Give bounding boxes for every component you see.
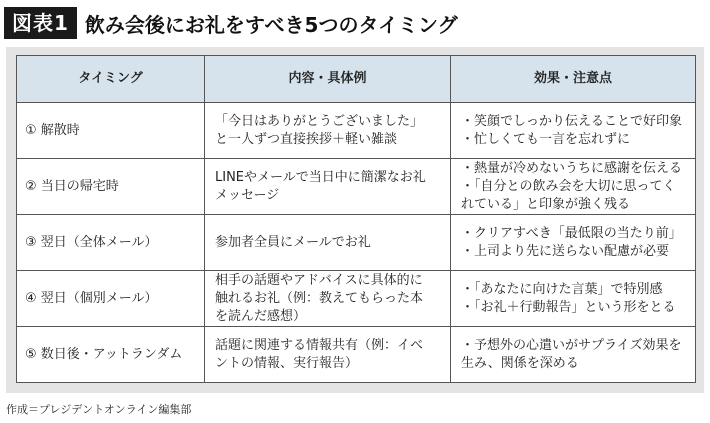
table-row [17, 103, 696, 159]
effect-cell [451, 271, 696, 327]
page-title: 飲み会後にお礼をすべき5つのタイミング [84, 12, 458, 37]
table-row [17, 159, 696, 215]
effect-cell [451, 215, 696, 271]
content-line: 参加者全員にメールでお礼 [215, 234, 371, 250]
content-line: LINEやメールで当日中に簡潔なお礼 [215, 169, 426, 185]
content-cell [205, 159, 451, 215]
timing-cell: ④ 翌日（個別メール） [17, 271, 205, 327]
content-line: 相手の話題やアドバイスに具体的に [215, 272, 423, 288]
content-line: と一人ずつ直接挨拶＋軽い雑談 [215, 131, 398, 147]
content-line: 「今日はありがとうございました」 [215, 113, 424, 129]
title-row [4, 6, 458, 40]
table-frame [6, 47, 704, 393]
content-line: ントの情報、実行報告） [215, 355, 359, 371]
column-header-timing: タイミング [17, 56, 205, 103]
content-cell [205, 215, 451, 271]
effect-cell [451, 327, 696, 383]
content-cell [205, 327, 451, 383]
column-header-effect: 効果・注意点 [451, 56, 696, 103]
content-line: メッセージ [215, 187, 280, 203]
timing-table [16, 55, 696, 383]
timing-cell: ③ 翌日（全体メール） [17, 215, 205, 271]
effect-line: れている」と印象が強く残る [461, 196, 631, 212]
effect-cell [451, 103, 696, 159]
source-credit: 作成＝プレジデントオンライン編集部 [6, 403, 192, 416]
table-row [17, 215, 696, 271]
effect-line: 生み、関係を深める [461, 355, 579, 371]
effect-line: ・予想外の心遣いがサプライズ効果を [461, 337, 682, 353]
content-cell [205, 271, 451, 327]
column-header-content: 内容・具体例 [205, 56, 451, 103]
content-cell [205, 103, 451, 159]
figure-badge: 図表1 [4, 7, 77, 39]
effect-cell [451, 159, 696, 215]
timing-cell: ② 当日の帰宅時 [17, 159, 205, 215]
table-row [17, 271, 696, 327]
effect-line: ・「自分との飲み会を大切に思ってく [461, 178, 676, 194]
table-header-row [17, 56, 696, 103]
effect-line: ・クリアすべき「最低限の当たり前」 [461, 225, 682, 241]
content-line: を読んだ感想） [215, 308, 307, 324]
content-line: 触れるお礼（例：教えてもらった本 [215, 290, 424, 306]
effect-line: ・忙しくても一言を忘れずに [461, 131, 631, 147]
timing-cell: ⑤ 数日後・アットランダム [17, 327, 205, 383]
effect-line: ・上司より先に送らない配慮が必要 [461, 243, 670, 259]
effect-line: ・「あなたに向けた言葉」で特別感 [461, 281, 663, 297]
effect-line: ・「お礼＋行動報告」という形をとる [461, 299, 676, 315]
table-row [17, 327, 696, 383]
effect-line: ・熱量が冷めないうちに感謝を伝える [461, 160, 683, 176]
effect-line: ・笑顔でしっかり伝えることで好印象 [461, 113, 683, 129]
content-line: 話題に関連する情報共有（例：イベ [215, 337, 424, 353]
timing-cell: ① 解散時 [17, 103, 205, 159]
